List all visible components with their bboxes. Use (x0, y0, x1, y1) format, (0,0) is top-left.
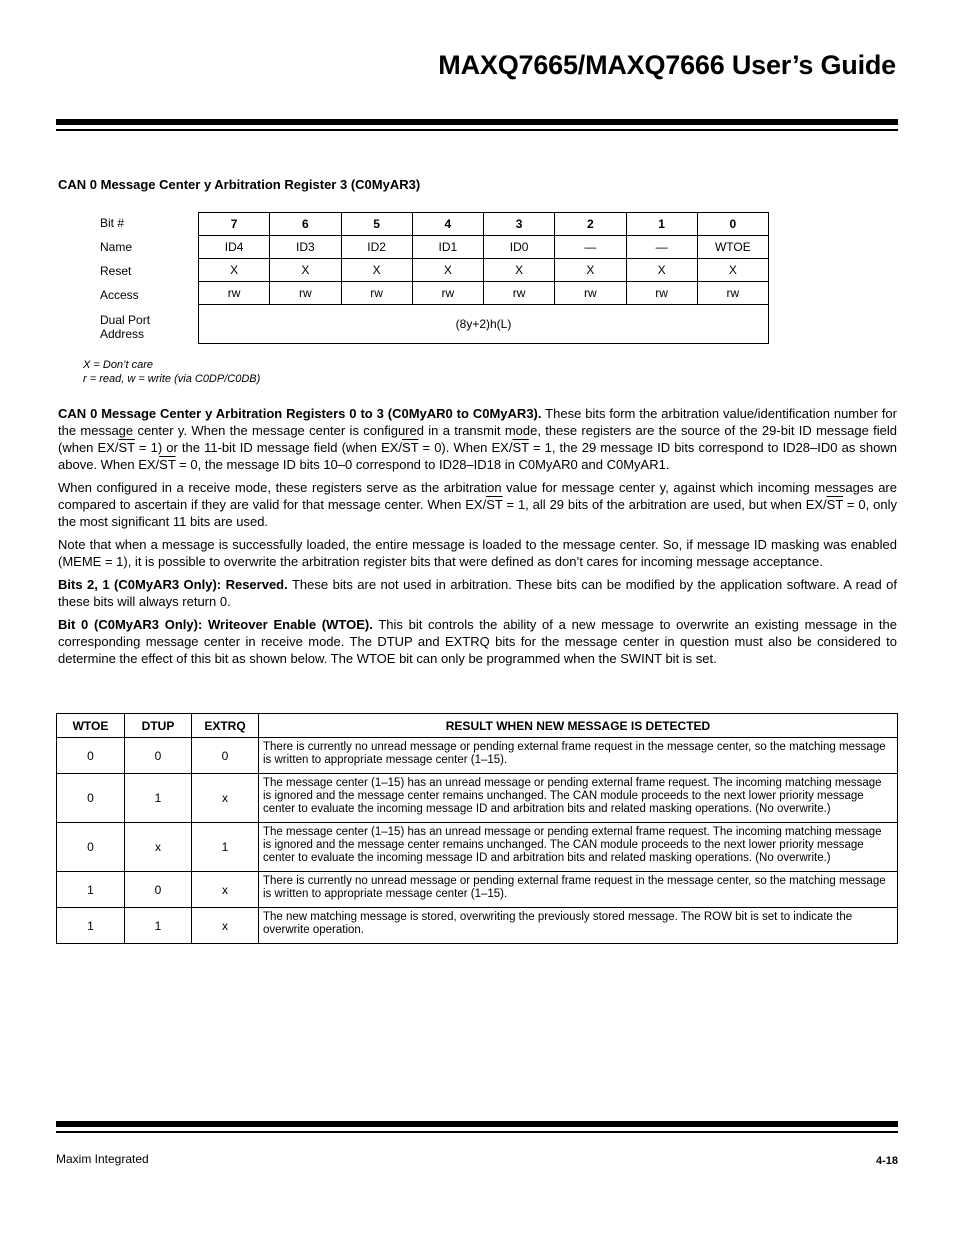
access-cell: rw (697, 282, 768, 305)
extrq-cell: 0 (192, 738, 259, 774)
extrq-cell: 1 (192, 823, 259, 872)
bit-number-row (199, 213, 769, 236)
access-cell: rw (270, 282, 341, 305)
dtup-cell: 1 (125, 774, 192, 823)
reset-cell: X (199, 259, 270, 282)
result-cell: The new matching message is stored, overwriting the previously stored message. The ROW bit is set to indicate the overwrite operation. (259, 908, 898, 944)
result-cell: There is currently no unread message or pending external frame request in the message center, so the matching message is written to appropriate message center (1–15). (259, 738, 898, 774)
st-overline: $\overline{ST}$ (118, 440, 135, 455)
access-cell: rw (412, 282, 483, 305)
reset-cell: X (341, 259, 412, 282)
table-row (57, 738, 898, 774)
st-overline: $\overline{ST}$ (402, 440, 419, 455)
text-run: When configured in a receive mode, these registers serve as the arbitration value for message center y, against which incoming messages are compared to ascertain if they are valid for that message center. When EX/ (58, 480, 897, 512)
table-row (57, 872, 898, 908)
table-row (57, 823, 898, 872)
wtoe-cell: 0 (57, 774, 125, 823)
footer-rule-thick (56, 1121, 898, 1127)
header-rule-thin (56, 129, 898, 131)
reset-cell: X (697, 259, 768, 282)
bit-cell: 0 (697, 213, 768, 236)
name-cell: ID0 (484, 236, 555, 259)
header-dtup: DTUP (125, 714, 192, 738)
extrq-cell: x (192, 774, 259, 823)
paragraph-message-loaded: Note that when a message is successfully loaded, the entire message is loaded to the message center. So, if message ID masking was enabled (MEME = 1), it is possible to overwrite the arbitration register bits that were defined as don’t cares for incoming message acceptance. (58, 537, 897, 569)
name-cell: — (626, 236, 697, 259)
reset-row (199, 259, 769, 282)
label-reset: Reset (100, 264, 132, 278)
reset-cell: X (270, 259, 341, 282)
paragraph-bold-lead: Bit 0 (C0MyAR3 Only): Writeover Enable (WTOE). (58, 617, 373, 632)
wtoe-cell: 1 (57, 908, 125, 944)
text-run: = 1) or the 11-bit ID message field (when EX/ (134, 440, 403, 455)
wtoe-cell: 1 (57, 872, 125, 908)
header-result: RESULT WHEN NEW MESSAGE IS DETECTED (259, 714, 898, 738)
name-cell: ID4 (199, 236, 270, 259)
bit-cell: 4 (412, 213, 483, 236)
result-cell: There is currently no unread message or pending external frame request in the message center, so the matching message is written to appropriate message center (1–15). (259, 872, 898, 908)
table-row (57, 908, 898, 944)
text-run: These bits form the arbitration value/identification number for the message center y. When the message center is configured in a transmit mode, these registers are the source of the 29-bit ID message field (when EX/ (58, 406, 897, 455)
note-dont-care: X = Don’t care (83, 359, 154, 371)
dual-port-address-cell: (8y+2)h(L) (199, 305, 769, 344)
name-cell: WTOE (697, 236, 768, 259)
text-run: = 1, the 29 message ID bits correspond to ID28–ID0 as shown above. When EX/ (58, 440, 897, 472)
name-cell: ID2 (341, 236, 412, 259)
access-cell: rw (626, 282, 697, 305)
access-cell: rw (555, 282, 626, 305)
access-row (199, 282, 769, 305)
bit-cell: 6 (270, 213, 341, 236)
reset-cell: X (555, 259, 626, 282)
bit-cell: 7 (199, 213, 270, 236)
label-dual-port-address (100, 313, 150, 341)
result-cell: The message center (1–15) has an unread message or pending external frame request. The incoming matching message is ignored and the message center remains unchanged. The CAN module proceeds to the next lower priority message center to evaluate the incoming message ID and arbitration bits and related masking operations. (No overwrite.) (259, 774, 898, 823)
page-number: 4-18 (875, 1155, 898, 1167)
extrq-cell: x (192, 908, 259, 944)
document-title: MAXQ7665/MAXQ7666 User’s Guide (438, 50, 896, 80)
name-cell: ID1 (412, 236, 483, 259)
table-row (57, 774, 898, 823)
label-dpa-line2: Address (100, 327, 145, 341)
text-run: = 0, only the most significant 11 bits are used. (58, 497, 897, 529)
st-overline: $\overline{ST}$ (159, 457, 176, 472)
text-run: = 1, all 29 bits of the arbitration are used, but when EX/ (502, 497, 827, 512)
label-access: Access (100, 288, 139, 302)
reset-cell: X (412, 259, 483, 282)
paragraph-bold-lead: Bits 2, 1 (C0MyAR3 Only): Reserved. (58, 577, 288, 592)
extrq-cell: x (192, 872, 259, 908)
text-run: = 0). When EX/ (418, 440, 513, 455)
footer-company: Maxim Integrated (56, 1152, 149, 1166)
result-cell: The message center (1–15) has an unread message or pending external frame request. The incoming matching message is ignored and the message center remains unchanged. The CAN module proceeds to the next lower priority message center to evaluate the incoming message ID and arbitration bits and related masking operations. (No overwrite.) (259, 823, 898, 872)
header-wtoe: WTOE (57, 714, 125, 738)
footer-rule-thin (56, 1131, 898, 1133)
bit-name-row (199, 236, 769, 259)
register-heading: CAN 0 Message Center y Arbitration Register 3 (C0MyAR3) (58, 177, 421, 192)
paragraph-receive-mode (58, 479, 897, 530)
name-cell: — (555, 236, 626, 259)
text-run: = 0, the message ID bits 10–0 correspond to ID28–ID18 in C0MyAR0 and C0MyAR1. (175, 457, 670, 472)
bit-cell: 2 (555, 213, 626, 236)
dtup-cell: 0 (125, 872, 192, 908)
bit-cell: 5 (341, 213, 412, 236)
description-body (58, 405, 897, 673)
st-overline: $\overline{ST}$ (486, 497, 503, 512)
wtoe-header-row (57, 714, 898, 738)
register-notes (83, 358, 260, 386)
wtoe-result-table (56, 713, 898, 944)
reset-cell: X (626, 259, 697, 282)
paragraph-bold-lead: CAN 0 Message Center y Arbitration Registers 0 to 3 (C0MyAR0 to C0MyAR3). (58, 406, 542, 421)
st-overline: $\overline{ST}$ (512, 440, 529, 455)
note-read-write: r = read, w = write (via C0DP/C0DB) (83, 373, 261, 385)
dtup-cell: x (125, 823, 192, 872)
access-cell: rw (199, 282, 270, 305)
st-overline: $\overline{ST}$ (826, 497, 844, 512)
paragraph-wtoe (58, 616, 897, 667)
bit-cell: 3 (484, 213, 555, 236)
dtup-cell: 1 (125, 908, 192, 944)
name-cell: ID3 (270, 236, 341, 259)
label-dpa-line1: Dual Port (100, 313, 151, 327)
label-bit: Bit # (100, 216, 125, 230)
dtup-cell: 0 (125, 738, 192, 774)
text-run: These bits are not used in arbitration. These bits can be modified by the application software. A read of these bits will always return 0. (58, 577, 897, 609)
reset-cell: X (484, 259, 555, 282)
register-bit-table (198, 212, 769, 344)
access-cell: rw (341, 282, 412, 305)
bit-cell: 1 (626, 213, 697, 236)
access-cell: rw (484, 282, 555, 305)
text-run: This bit controls the ability of a new message to overwrite an existing message in the corresponding message center in receive mode. The DTUP and EXTRQ bits for the message center in question must also be considered to determine the effect of this bit as shown below. The WTOE bit can only be programmed when the SWINT bit is set. (58, 617, 897, 666)
header-rule-thick (56, 119, 898, 125)
wtoe-cell: 0 (57, 738, 125, 774)
wtoe-cell: 0 (57, 823, 125, 872)
paragraph-reserved-bits (58, 576, 897, 610)
paragraph-arbitration-registers (58, 405, 897, 473)
header-extrq: EXTRQ (192, 714, 259, 738)
label-name: Name (100, 240, 133, 254)
dual-port-address-row (199, 305, 769, 344)
